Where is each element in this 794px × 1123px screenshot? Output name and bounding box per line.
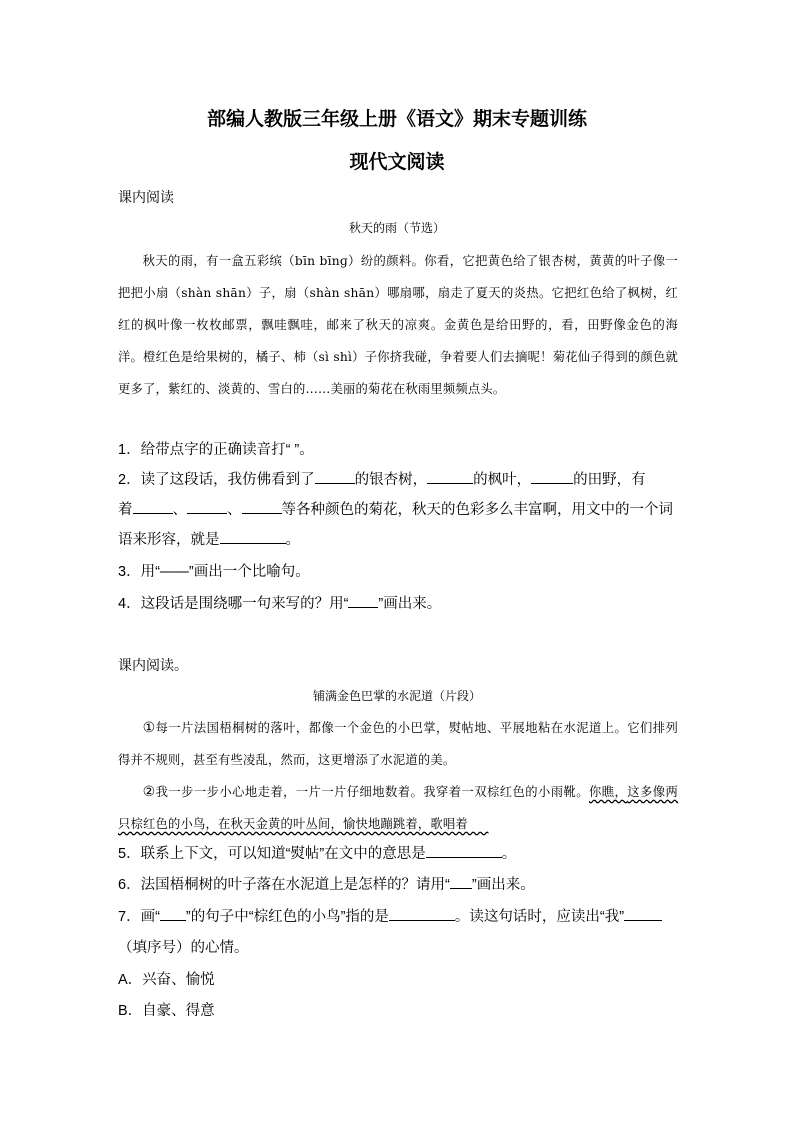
q2-text-e: 着 <box>118 502 133 518</box>
q5-text-b: 。 <box>501 846 517 862</box>
para2-number: ② <box>142 784 156 800</box>
q7-text-b: ”的句子中“棕红色的小鸟”指的是 <box>185 909 389 925</box>
page-title: 部编人教版三年级上册《语文》期末专题训练 <box>206 108 587 130</box>
option-b[interactable]: B．自豪、得意 <box>118 1003 215 1019</box>
section2-label: 课内阅读。 <box>118 657 188 673</box>
q4-line-sample <box>348 593 378 608</box>
q2-blank-5[interactable] <box>187 499 227 514</box>
q2-text-d: 的田野，有 <box>573 472 646 488</box>
section2-passage-title: 铺满金色巴掌的水泥道（片段） <box>312 689 481 703</box>
question-6 <box>118 873 678 894</box>
question-5 <box>118 842 678 863</box>
question-2-line1 <box>118 468 678 489</box>
para1-number: ① <box>142 720 156 736</box>
q5-text-a: 5．联系上下文，可以知道“熨帖”在文中的意思是 <box>118 846 426 862</box>
q7-blank-2[interactable] <box>624 906 662 921</box>
q2-text-a: 2．读了这段话，我仿佛看到了 <box>118 472 315 488</box>
para2-wavy-b: 这多像两只棕红色的小鸟，在秋天金黄的叶丛间，愉快地蹦跳着，歌唱着 <box>118 785 678 831</box>
question-7-line2: （填序号）的心情。 <box>118 940 249 956</box>
q6-text-a: 6．法国梧桐树的叶子落在水泥道上是怎样的？请用“ <box>118 877 450 893</box>
q2-text-f: 、 <box>172 502 187 518</box>
section1-passage <box>118 245 678 405</box>
q2-text-b: 的银杏树， <box>354 472 428 488</box>
q5-blank[interactable] <box>426 843 502 858</box>
section1-passage-title: 秋天的雨（节选） <box>348 221 445 235</box>
section2-paragraph-1 <box>118 712 678 776</box>
q4-text-b: ”画出来。 <box>378 596 442 612</box>
q4-text-a: 4．这段话是围绕哪一句来写的？用“ <box>118 596 349 612</box>
q2-text-j: 。 <box>285 532 300 548</box>
para2-text-a: 我一步一步小心地走着，一片一片仔细地数着。我穿着一双棕红色的小雨靴。 <box>155 785 589 799</box>
q2-blank-3[interactable] <box>531 469 573 484</box>
q2-text-h: 等各种颜色的菊花，秋天的色彩多么丰富啊，用文中的一个词 <box>281 502 673 518</box>
section1-label: 课内阅读 <box>118 189 174 205</box>
page-subtitle: 现代文阅读 <box>349 151 445 173</box>
para1-text: 每一片法国梧桐树的落叶，都像一个金色的小巴掌，熨帖地、平展地粘在水泥道上。它们排列得并不规则，甚至有些凌乱，然而，这更增添了水泥道的美。 <box>118 721 678 767</box>
q6-line-sample <box>450 874 472 889</box>
q7-text-c: 。读这句话时，应读出“我” <box>454 909 625 925</box>
question-2-line3 <box>118 528 678 549</box>
q2-blank-6[interactable] <box>242 499 282 514</box>
para2-wavy-a: 你瞧， <box>589 785 628 799</box>
q2-text-c: 的枫叶， <box>473 472 532 488</box>
q7-blank-1[interactable] <box>389 906 455 921</box>
q6-text-b: ”画出来。 <box>471 877 535 893</box>
question-3: 3．用“——”画出一个比喻句。 <box>118 564 310 580</box>
question-7-line1 <box>118 905 678 926</box>
question-1: 1．给带点字的正确读音打“ ”。 <box>118 442 314 458</box>
option-a[interactable]: A．兴奋、愉悦 <box>118 972 215 988</box>
q2-text-i: 语来形容，就是 <box>118 532 220 548</box>
q7-text-a: 7．画“ <box>118 909 160 925</box>
q2-blank-4[interactable] <box>133 499 173 514</box>
q2-text-g: 、 <box>227 502 242 518</box>
para2-wavy-tail <box>468 817 489 831</box>
question-4 <box>118 592 678 613</box>
q7-line-sample <box>160 906 186 921</box>
question-2-line2 <box>118 498 678 519</box>
q2-blank-7[interactable] <box>220 529 286 544</box>
q2-blank-2[interactable] <box>427 469 473 484</box>
section1-passage-text: 秋天的雨，有一盒五彩缤（bīn bīnɡ）纷的颜料。你看，它把黄色给了银杏树，黄黄的叶子像一把把小扇（shàn shān）子，扇（shàn shān）哪扇哪，扇走了夏天的炎热。它把红色给了枫树，红红的枫叶像一枚枚邮票，飘哇飘哇，邮来了秋天的凉爽。金黄色是给田野的，看，田野像金色的海洋。橙红色是给果树的，橘子、柿（sì shì）子你挤我碰，争着要人们去摘呢！菊花仙子得到的颜色就更多了，紫红的、淡黄的、雪白的……美丽的菊花在秋雨里频频点头。 <box>118 254 678 396</box>
q2-blank-1[interactable] <box>315 469 355 484</box>
section2-paragraph-2 <box>118 776 678 840</box>
